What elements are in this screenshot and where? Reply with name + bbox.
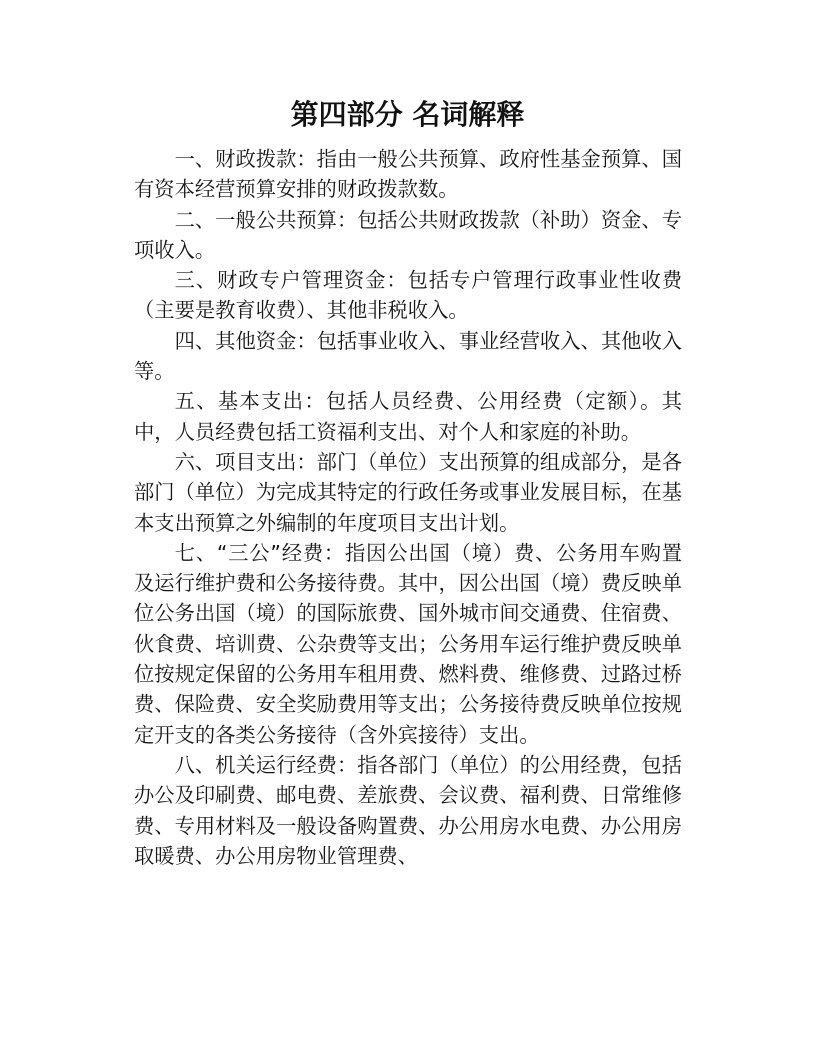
paragraph-fiscal-appropriation: 一、财政拨款：指由一般公共预算、政府性基金预算、国有资本经营预算安排的财政拨款数。 — [134, 147, 682, 202]
paragraph-basic-expenditure: 五、基本支出：包括人员经费、公用经费（定额）。其中，人员经费包括工资福利支出、对个人和家庭的补助。 — [134, 389, 682, 444]
document-body — [134, 144, 682, 871]
page-title: 第四部分 名词解释 — [290, 98, 525, 131]
paragraph-general-public-budget: 二、一般公共预算：包括公共财政拨款（补助）资金、专项收入。 — [134, 207, 682, 262]
paragraph-three-public-expenses: 七、“三公”经费：指因公出国（境）费、公务用车购置及运行维护费和公务接待费。其中，因公出国（境）费反映单位公务出国（境）的国际旅费、国外城市间交通费、住宿费、伙食费、培训费、公杂费等支出；公务用车运行维护费反映单位按规定保留的公务用车租用费、燃料费、维修费、过路过桥费、保险费、安全奖励费用等支出；公务接待费反映单位按规定开支的各类公务接待（含外宾接待）支出。 — [134, 540, 682, 747]
paragraph-special-account-funds: 三、财政专户管理资金：包括专户管理行政事业性收费（主要是教育收费）、其他非税收入。 — [134, 268, 682, 323]
paragraph-project-expenditure: 六、项目支出：部门（单位）支出预算的组成部分，是各部门（单位）为完成其特定的行政任务或事业发展目标，在基本支出预算之外编制的年度项目支出计划。 — [134, 449, 682, 535]
paragraph-agency-operating-expenses: 八、机关运行经费：指各部门（单位）的公用经费，包括办公及印刷费、邮电费、差旅费、会议费、福利费、日常维修费、专用材料及一般设备购置费、办公用房水电费、办公用房取暖费、办公用房物业管理费、 — [134, 752, 682, 868]
paragraph-other-funds: 四、其他资金：包括事业收入、事业经营收入、其他收入等。 — [134, 328, 682, 384]
